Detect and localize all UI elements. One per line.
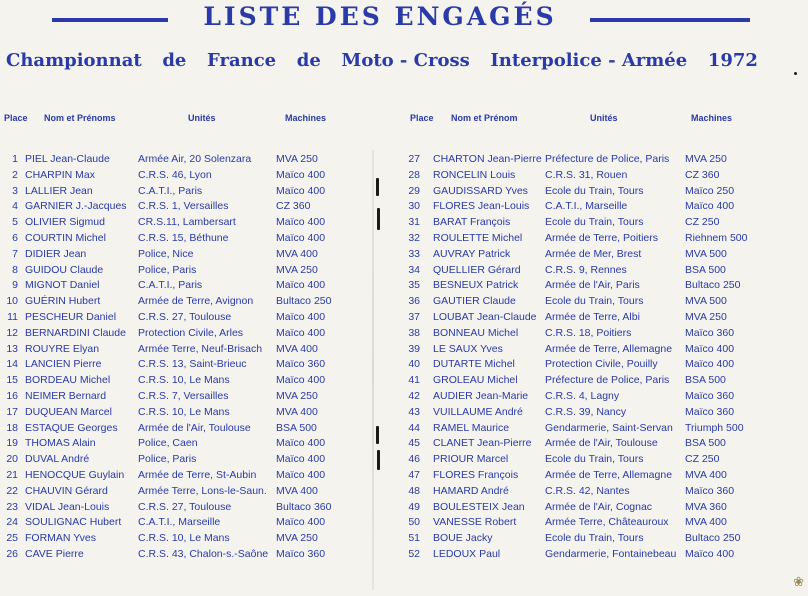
entry-machine: MVA 400 — [276, 247, 318, 260]
entry-machine: CZ 360 — [685, 168, 720, 181]
entry-place: 30 — [408, 200, 420, 213]
title-row — [0, 2, 808, 32]
entry-unit: Armée de Terre, Avignon — [138, 295, 254, 308]
entry-place: 46 — [408, 453, 420, 466]
entry-unit: C.R.S. 10, Le Mans — [138, 532, 230, 545]
entry-name: OLIVIER Sigmud — [25, 216, 105, 229]
entry-unit: C.R.S. 27, Toulouse — [138, 310, 232, 323]
right-header-machine: Machines — [691, 113, 733, 123]
entry-place: 27 — [408, 153, 420, 165]
entry-place: 16 — [6, 389, 18, 402]
entry-machine: Maïco 400 — [276, 310, 326, 323]
title-rule-right — [590, 18, 750, 22]
entry-place: 3 — [12, 184, 18, 197]
entry-place: 32 — [408, 231, 420, 244]
entry-place: 47 — [408, 468, 420, 481]
left-header-name: Nom et Prénoms — [44, 113, 116, 123]
entry-unit: C.R.S. 13, Saint-Brieuc — [138, 358, 247, 371]
entry-place: 41 — [408, 374, 420, 387]
entry-name: ROUYRE Elyan — [25, 342, 100, 355]
entry-place: 24 — [6, 516, 18, 529]
entry-unit: C.R.S. 18, Poitiers — [545, 326, 632, 339]
entry-name: PRIOUR Marcel — [433, 453, 509, 466]
entry-name: AUVRAY Patrick — [433, 247, 511, 260]
entry-unit: Ecole du Train, Tours — [545, 216, 644, 229]
entry-unit: Police, Paris — [138, 453, 197, 466]
entry-unit: C.A.T.I., Paris — [138, 279, 203, 292]
entry-name: RAMEL Maurice — [433, 421, 510, 434]
entry-unit: CR.S.11, Lambersart — [138, 216, 236, 229]
entry-name: BESNEUX Patrick — [433, 279, 519, 292]
entry-name: GARNIER J.-Jacques — [25, 200, 127, 213]
entry-name: AUDIER Jean-Marie — [433, 389, 529, 402]
entry-unit: C.A.T.I., Paris — [138, 184, 203, 197]
entry-unit: Gendarmerie, Saint-Servan — [545, 421, 673, 434]
entry-place: 37 — [408, 310, 420, 323]
entry-name: LOUBAT Jean-Claude — [433, 310, 537, 323]
entry-name: GUIDOU Claude — [25, 263, 104, 276]
entry-machine: MVA 250 — [276, 389, 318, 402]
entry-machine: Maïco 400 — [276, 184, 326, 197]
entry-machine: Maïco 400 — [276, 468, 326, 481]
entry-unit: C.R.S. 15, Béthune — [138, 231, 229, 244]
entry-machine: Maïco 360 — [685, 405, 735, 418]
entry-place: 34 — [408, 263, 420, 276]
entry-machine: MVA 360 — [685, 500, 727, 513]
entry-place: 39 — [408, 342, 420, 355]
entry-machine: Maïco 360 — [276, 358, 326, 371]
entry-name: THOMAS Alain — [25, 437, 96, 450]
entry-place: 1 — [12, 153, 18, 165]
right-header-unit: Unités — [590, 113, 618, 123]
entry-unit: C.R.S. 46, Lyon — [138, 168, 212, 181]
entry-machine: Riehnem 500 — [685, 231, 748, 244]
entry-name: CLANET Jean-Pierre — [433, 437, 532, 450]
entry-machine: BSA 500 — [276, 421, 317, 434]
entry-name: LEDOUX Paul — [433, 547, 501, 560]
entry-unit: Armée Terre, Lons-le-Saun. — [138, 484, 267, 497]
entry-machine: CZ 250 — [685, 453, 720, 466]
entry-machine: MVA 250 — [276, 532, 318, 545]
entry-name: SOULIGNAC Hubert — [25, 516, 122, 529]
entry-unit: Police, Caen — [138, 437, 198, 450]
entry-name: CHAUVIN Gérard — [25, 484, 108, 497]
entry-unit: C.R.S. 10, Le Mans — [138, 405, 230, 418]
entry-place: 28 — [408, 168, 420, 181]
entry-machine: Maïco 400 — [685, 200, 735, 213]
entry-place: 49 — [408, 500, 420, 513]
entry-place: 50 — [408, 516, 420, 529]
entry-unit: Armée de Terre, Poitiers — [545, 231, 659, 244]
entry-name: ESTAQUE Georges — [25, 421, 118, 434]
entry-unit: Armée de Terre, St-Aubin — [138, 468, 257, 481]
entry-machine: MVA 400 — [685, 516, 727, 529]
right-header-name: Nom et Prénom — [451, 113, 518, 123]
entry-name: BORDEAU Michel — [25, 374, 111, 387]
entry-unit: Armée de Terre, Allemagne — [545, 468, 673, 481]
subtitle-word: Championnat — [6, 50, 142, 71]
entry-machine: Maïco 400 — [276, 279, 326, 292]
ink-dot — [794, 72, 797, 75]
corner-stamp-icon: ❀ — [793, 574, 804, 589]
entry-place: 38 — [408, 326, 420, 339]
entry-unit: Armée Terre, Neuf-Brisach — [138, 342, 263, 355]
entry-machine: Maïco 400 — [276, 453, 326, 466]
entry-unit: Ecole du Train, Tours — [545, 453, 644, 466]
entry-machine: MVA 250 — [685, 310, 727, 323]
entry-place: 45 — [408, 437, 420, 450]
staple-mark — [376, 426, 379, 444]
entry-machine: MVA 250 — [276, 153, 318, 165]
entry-machine: Bultaco 360 — [276, 500, 332, 513]
subtitle-word: Moto - Cross — [341, 50, 470, 71]
entry-unit: Armée Terre, Châteauroux — [545, 516, 669, 529]
entry-name: DUQUEAN Marcel — [25, 405, 112, 418]
entry-place: 13 — [6, 342, 18, 355]
entry-machine: Maïco 400 — [276, 437, 326, 450]
entry-machine: MVA 400 — [685, 468, 727, 481]
entry-unit: C.R.S. 4, Lagny — [545, 389, 620, 402]
entry-unit: Ecole du Train, Tours — [545, 532, 644, 545]
entry-unit: C.R.S. 9, Rennes — [545, 263, 627, 276]
entry-name: BOUE Jacky — [433, 532, 493, 545]
entry-place: 51 — [408, 532, 420, 545]
entry-name: NEIMER Bernard — [25, 389, 107, 402]
entry-place: 26 — [6, 547, 18, 560]
entry-unit: Armée de l'Air, Toulouse — [138, 421, 251, 434]
entry-place: 18 — [6, 421, 18, 434]
entry-place: 42 — [408, 389, 420, 402]
entry-name: COURTIN Michel — [25, 231, 106, 244]
entry-unit: C.R.S. 27, Toulouse — [138, 500, 232, 513]
entry-place: 52 — [408, 547, 420, 560]
left-header-unit: Unités — [188, 113, 216, 123]
entry-unit: Armée Air, 20 Solenzara — [138, 153, 252, 165]
entry-place: 5 — [12, 216, 18, 229]
entry-place: 4 — [12, 200, 18, 213]
subtitle — [6, 50, 758, 71]
entry-name: PIEL Jean-Claude — [25, 153, 110, 165]
entry-machine: Maïco 400 — [685, 547, 735, 560]
entry-place: 29 — [408, 184, 420, 197]
entry-place: 40 — [408, 358, 420, 371]
entry-place: 2 — [12, 168, 18, 181]
entry-machine: MVA 400 — [276, 484, 318, 497]
entry-place: 11 — [7, 310, 18, 323]
entry-unit: C.R.S. 7, Versailles — [138, 389, 229, 402]
entry-place: 14 — [6, 358, 18, 371]
entry-unit: C.R.S. 39, Nancy — [545, 405, 627, 418]
entry-name: FLORES François — [433, 468, 519, 481]
entry-place: 23 — [6, 500, 18, 513]
staple-mark — [377, 208, 380, 230]
entry-unit: C.R.S. 31, Rouen — [545, 168, 628, 181]
right-header-place: Place — [410, 113, 434, 123]
entry-unit: Armée de Terre, Albi — [545, 310, 640, 323]
page-fold — [372, 150, 374, 590]
entry-place: 6 — [12, 231, 18, 244]
entry-machine: Maïco 400 — [685, 358, 735, 371]
entry-unit: Protection Civile, Arles — [138, 326, 244, 339]
entry-place: 12 — [6, 326, 18, 339]
entry-name: DUTARTE Michel — [433, 358, 515, 371]
entry-name: PESCHEUR Daniel — [25, 310, 117, 323]
entry-name: HENOCQUE Guylain — [25, 468, 125, 481]
entry-unit: Armée de l'Air, Cognac — [545, 500, 653, 513]
staple-mark — [377, 450, 380, 470]
entry-place: 15 — [6, 374, 18, 387]
entry-name: ROULETTE Michel — [433, 231, 523, 244]
entry-machine: Triumph 500 — [685, 421, 744, 434]
subtitle-word: Interpolice - Armée — [490, 50, 688, 71]
entry-unit: Armée de l'Air, Toulouse — [545, 437, 658, 450]
entry-machine: BSA 500 — [685, 437, 726, 450]
subtitle-word: de — [296, 50, 321, 71]
entry-unit: Ecole du Train, Tours — [545, 295, 644, 308]
subtitle-word: de — [162, 50, 187, 71]
entry-unit: Armée de Terre, Allemagne — [545, 342, 673, 355]
left-header-machine: Machines — [285, 113, 327, 123]
entry-place: 22 — [6, 484, 18, 497]
entry-machine: BSA 500 — [685, 263, 726, 276]
entry-name: FLORES Jean-Louis — [433, 200, 530, 213]
entry-unit: Préfecture de Police, Paris — [545, 374, 670, 387]
entry-machine: Bultaco 250 — [685, 532, 741, 545]
staple-mark — [376, 178, 379, 196]
entry-place: 21 — [6, 468, 18, 481]
entry-unit: Police, Paris — [138, 263, 197, 276]
entry-name: CHARTON Jean-Pierre — [433, 153, 542, 165]
entry-name: GROLEAU Michel — [433, 374, 518, 387]
entry-name: VIDAL Jean-Louis — [25, 500, 110, 513]
entry-machine: Maïco 400 — [685, 342, 735, 355]
entry-name: MIGNOT Daniel — [25, 279, 100, 292]
entry-unit: Armée de l'Air, Paris — [545, 279, 640, 292]
entry-unit: Ecole du Train, Tours — [545, 184, 644, 197]
entry-unit: Préfecture de Police, Paris — [545, 153, 670, 165]
entry-place: 10 — [6, 295, 18, 308]
entry-machine: Bultaco 250 — [685, 279, 741, 292]
entry-place: 25 — [6, 532, 18, 545]
entry-machine: Maïco 400 — [276, 231, 326, 244]
entry-place: 17 — [6, 405, 18, 418]
entry-place: 35 — [408, 279, 420, 292]
entry-name: QUELLIER Gérard — [433, 263, 521, 276]
entry-unit: Armée de Mer, Brest — [545, 247, 642, 260]
entry-name: BARAT François — [433, 216, 511, 229]
entry-name: FORMAN Yves — [25, 532, 96, 545]
entry-name: DIDIER Jean — [25, 247, 87, 260]
entry-unit: C.R.S. 43, Chalon-s.-Saône — [138, 547, 269, 560]
entry-name: GAUTIER Claude — [433, 295, 516, 308]
entry-name: VANESSE Robert — [433, 516, 517, 529]
entry-unit: C.R.S. 1, Versailles — [138, 200, 229, 213]
entry-unit: Gendarmerie, Fontainebeau — [545, 547, 677, 560]
entry-machine: MVA 400 — [276, 342, 318, 355]
entry-machine: Maïco 360 — [685, 389, 735, 402]
entry-machine: MVA 250 — [276, 263, 318, 276]
entry-name: DUVAL André — [25, 453, 90, 466]
entry-place: 8 — [12, 263, 18, 276]
entry-machine: Bultaco 250 — [276, 295, 332, 308]
entry-place: 20 — [6, 453, 18, 466]
entry-place: 48 — [408, 484, 420, 497]
entry-name: BOULESTEIX Jean — [433, 500, 525, 513]
entry-machine: CZ 360 — [276, 200, 311, 213]
entry-machine: MVA 400 — [276, 405, 318, 418]
entry-machine: Maïco 400 — [276, 326, 326, 339]
entry-name: RONCELIN Louis — [433, 168, 516, 181]
entry-machine: Maïco 250 — [685, 184, 735, 197]
title-rule-left — [52, 18, 168, 22]
entry-unit: Protection Civile, Pouilly — [545, 358, 658, 371]
entry-unit: C.R.S. 42, Nantes — [545, 484, 630, 497]
entry-name: CHARPIN Max — [25, 168, 96, 181]
entry-name: LANCIEN Pierre — [25, 358, 102, 371]
entry-machine: BSA 500 — [685, 374, 726, 387]
entry-name: LE SAUX Yves — [433, 342, 503, 355]
entry-machine: Maïco 400 — [276, 168, 326, 181]
entry-place: 19 — [6, 437, 18, 450]
entry-unit: C.A.T.I., Marseille — [138, 516, 221, 529]
entry-name: BONNEAU Michel — [433, 326, 519, 339]
entry-name: GAUDISSARD Yves — [433, 184, 528, 197]
entry-machine: MVA 500 — [685, 295, 727, 308]
subtitle-word: 1972 — [707, 50, 758, 71]
entry-place: 7 — [12, 247, 18, 260]
entry-name: HAMARD André — [433, 484, 509, 497]
entry-name: VUILLAUME André — [433, 405, 523, 418]
entry-name: CAVE Pierre — [25, 547, 84, 560]
entry-machine: Maïco 360 — [685, 484, 735, 497]
left-header-place: Place — [4, 113, 28, 123]
entry-machine: CZ 250 — [685, 216, 720, 229]
entry-machine: Maïco 360 — [685, 326, 735, 339]
entry-name: GUÉRIN Hubert — [25, 295, 101, 308]
entry-place: 31 — [408, 216, 420, 229]
entry-machine: Maïco 400 — [276, 216, 326, 229]
entry-name: LALLIER Jean — [25, 184, 93, 197]
entry-place: 44 — [408, 421, 420, 434]
entry-place: 36 — [408, 295, 420, 308]
entry-place: 9 — [12, 279, 18, 292]
page-title: LISTE DES ENGAGÉS — [203, 2, 557, 31]
entry-machine: Maïco 400 — [276, 374, 326, 387]
entry-machine: MVA 500 — [685, 247, 727, 260]
entry-place: 43 — [408, 405, 420, 418]
subtitle-word: France — [207, 50, 277, 71]
entry-unit: C.R.S. 10, Le Mans — [138, 374, 230, 387]
entry-unit: Police, Nice — [138, 247, 194, 260]
entry-unit: C.A.T.I., Marseille — [545, 200, 628, 213]
entry-place: 33 — [408, 247, 420, 260]
entry-machine: Maïco 400 — [276, 516, 326, 529]
entry-name: BERNARDINI Claude — [25, 326, 126, 339]
entry-machine: MVA 250 — [685, 153, 727, 165]
entry-machine: Maïco 360 — [276, 547, 326, 560]
